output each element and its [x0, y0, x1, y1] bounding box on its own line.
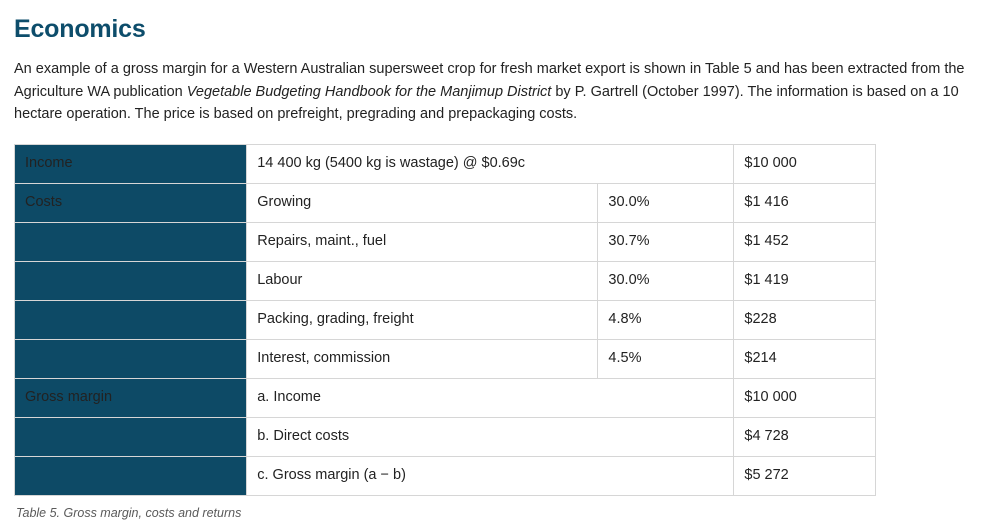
table-row — [15, 378, 876, 417]
row-label — [15, 222, 247, 261]
row-description: Packing, grading, freight — [247, 300, 598, 339]
row-amount: $1 452 — [734, 222, 876, 261]
table-row — [15, 144, 876, 183]
page-title: Economics — [14, 15, 146, 43]
row-amount: $1 419 — [734, 261, 876, 300]
row-percent: 4.5% — [598, 339, 734, 378]
row-label — [15, 261, 247, 300]
row-amount: $214 — [734, 339, 876, 378]
intro-text-part1: An example of a gross margin for a Western Australian supersweet crop for fresh market export is shown in Table 5 and has been extracted from the Agriculture WA publication — [14, 61, 965, 100]
table-caption: Table 5. Gross margin, costs and returns — [16, 505, 242, 520]
row-description: b. Direct costs — [247, 417, 734, 456]
row-label — [15, 417, 247, 456]
row-percent: 4.8% — [598, 300, 734, 339]
row-label: Costs — [15, 183, 247, 222]
table-row — [15, 222, 876, 261]
row-amount: $228 — [734, 300, 876, 339]
row-amount: $4 728 — [734, 417, 876, 456]
row-description: Repairs, maint., fuel — [247, 222, 598, 261]
row-description: Interest, commission — [247, 339, 598, 378]
row-description: 14 400 kg (5400 kg is wastage) @ $0.69c — [247, 144, 734, 183]
table-body — [15, 144, 876, 495]
row-percent: 30.0% — [598, 261, 734, 300]
table-row — [15, 261, 876, 300]
table-row — [15, 456, 876, 495]
row-description: a. Income — [247, 378, 734, 417]
table-row — [15, 300, 876, 339]
publication-title: Vegetable Budgeting Handbook for the Manjimup District — [186, 83, 552, 100]
row-percent: 30.0% — [598, 183, 734, 222]
row-amount: $10 000 — [734, 144, 876, 183]
intro-text-part2: by P. Gartrell (October 1997). The information is based on a 10 hectare operation. The price is based on prefreight, pregrading and prepackaging costs. — [14, 83, 959, 122]
row-percent: 30.7% — [598, 222, 734, 261]
table-row — [15, 417, 876, 456]
row-amount: $5 272 — [734, 456, 876, 495]
row-label: Income — [15, 144, 247, 183]
row-amount: $10 000 — [734, 378, 876, 417]
row-label — [15, 300, 247, 339]
table-row — [15, 339, 876, 378]
row-description: Labour — [247, 261, 598, 300]
gross-margin-table — [14, 144, 876, 496]
row-label: Gross margin — [15, 378, 247, 417]
row-amount: $1 416 — [734, 183, 876, 222]
table-row — [15, 183, 876, 222]
row-description: Growing — [247, 183, 598, 222]
row-label — [15, 456, 247, 495]
intro-paragraph — [14, 58, 974, 126]
row-description: c. Gross margin (a − b) — [247, 456, 734, 495]
row-label — [15, 339, 247, 378]
